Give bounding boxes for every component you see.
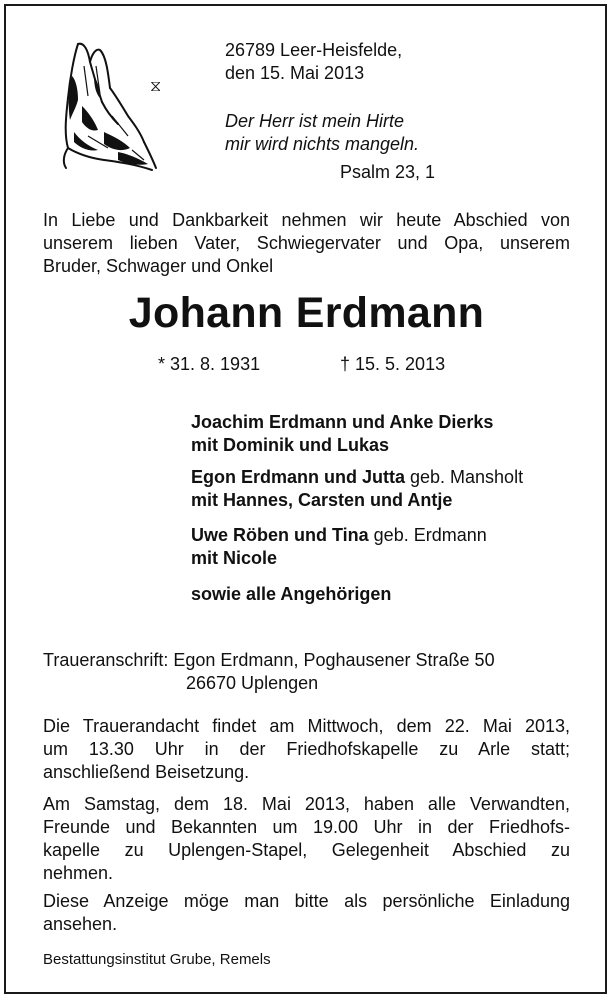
mourner-group-2-maiden: geb. Mansholt (405, 467, 524, 487)
mourner-group-4: sowie alle Angehörigen (191, 584, 392, 604)
mourner-group-2-line-2: mit Hannes, Carsten und Antje (191, 490, 453, 510)
intro-line-1: In Liebe und Dankbarkeit nehmen wir heute Abschied von (43, 210, 570, 230)
service-p2-line-1: Am Samstag, dem 18. Mai 2013, haben alle Verwandten, (43, 794, 570, 814)
service-p3-line-2: ansehen. (43, 914, 118, 934)
intro-line-3: Bruder, Schwager und Onkel (43, 256, 274, 276)
verse-line-1: Der Herr ist mein Hirte (225, 111, 405, 131)
mourner-group-3-names: Uwe Röben und Tina (191, 525, 369, 545)
mourner-group-2-line-1 (191, 466, 523, 489)
service-p1-line-3: anschließend Beisetzung. (43, 762, 250, 782)
mourner-group-3-line-2: mit Nicole (191, 548, 278, 568)
address-line-1: Traueranschrift: Egon Erdmann, Poghausener Straße 50 (43, 650, 495, 670)
deceased-name: Johann Erdmann (128, 289, 485, 337)
mourner-group-3-maiden: geb. Erdmann (368, 525, 487, 545)
service-p1-line-2: um 13.30 Uhr in der Friedhofskapelle zu Arle statt; (43, 739, 570, 759)
undertaker-line: Bestattungsinstitut Grube, Remels (43, 951, 271, 968)
service-p2-line-3: kapelle zu Uplengen-Stapel, Gelegenheit Abschied zu (43, 840, 570, 860)
service-p3-line-1: Diese Anzeige möge man bitte als persönliche Einladung (43, 891, 570, 911)
service-p2-line-2: Freunde und Bekannten um 19.00 Uhr in der Friedhofs- (43, 817, 570, 837)
mourner-group-1-line-2: mit Dominik und Lukas (191, 435, 390, 455)
service-p2-line-4: nehmen. (43, 863, 114, 883)
intro-line-2: unserem lieben Vater, Schwiegervater und Opa, unserem (43, 233, 570, 253)
symbol-icon: ⧖ (150, 76, 162, 95)
service-p1-line-1: Die Trauerandacht findet am Mittwoch, dem 22. Mai 2013, (43, 716, 570, 736)
verse-line-2: mir wird nichts mangeln. (225, 134, 420, 154)
verse-reference: Psalm 23, 1 (340, 162, 436, 182)
mourner-group-2-names: Egon Erdmann und Jutta (191, 467, 405, 487)
mourner-group-3-line-1 (191, 524, 487, 547)
address-line-2: 26670 Uplengen (186, 673, 319, 693)
place-line: 26789 Leer-Heisfelde, (225, 40, 403, 60)
birth-date: * 31. 8. 1931 (158, 354, 261, 374)
praying-hands-icon (48, 36, 160, 176)
mourner-group-1-line-1: Joachim Erdmann und Anke Dierks (191, 412, 494, 432)
date-line: den 15. Mai 2013 (225, 63, 365, 83)
death-date: † 15. 5. 2013 (340, 354, 446, 374)
